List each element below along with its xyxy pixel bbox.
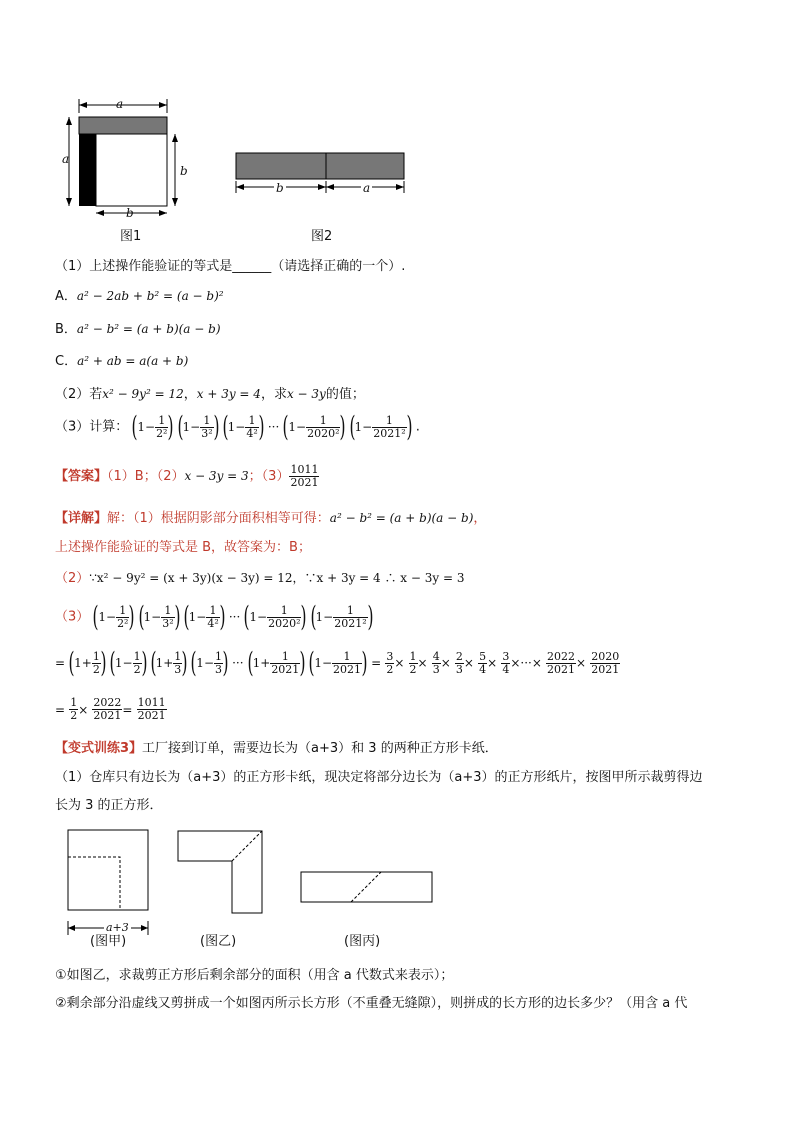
figure-yi-caption: (图乙) — [200, 934, 237, 949]
option-b: B．a² − b² = (a + b)(a − b) — [55, 322, 221, 337]
figure-yi — [170, 825, 270, 920]
question-3: （3）计算： (1− $\frac{1}{\text{2²}}$ ) (1− $\frac{1}{\text{3²}}$ ) (1− $\frac{1}{\text{4²}}$ ) ··· (1− $\frac{1}{\text{2020²}}$ ) (1− $\frac{1}{\text{2021²}}$ ) . — [55, 410, 420, 443]
option-c: C．a² + ab = a(a + b) — [55, 354, 189, 369]
figure-jia-caption: (图甲) — [90, 934, 127, 949]
question-2: （2）若x² − 9y² = 12，x + 3y = 4，求x − 3y的值； — [55, 387, 365, 402]
fig2-caption: 图2 — [311, 229, 333, 244]
figure-jia-dim: a+3 — [106, 921, 129, 934]
fig1-caption: 图1 — [120, 229, 142, 244]
figure-2 — [230, 145, 410, 200]
detail-line-6: = $\frac{1}{2}$ × $\frac{2022}{2021}$ = $\frac{1011}{2021}$ — [55, 696, 166, 722]
variant-sub-2: ②剩余部分沿虚线又剪拼成一个如图丙所示长方形（不重叠无缝隙），则拼成的长方形的边长多少？（用含 a 代 — [55, 996, 688, 1011]
detail-line-1: 【详解】解：（1）根据阴影部分面积相等可得：a² − b² = (a + b)(a − b)， — [55, 511, 487, 526]
detail-line-5: = (1+ $\frac{1}{2}$ ) (1− $\frac{1}{2}$ ) (1+ $\frac{1}{3}$ ) (1− $\frac{1}{3}$ ) ··· (1+ $\frac{1}{2021}$ ) (1− $\frac{1}{2021}$ ) = $\frac{3}{2}$ × $\frac{1}{2}$ × $\frac{4}{3}$ × $\frac{2}{3}$ × $\frac{5}{4}$ × $\frac{3}{4}$ ×···× $\frac{2022}{2021}$ × $\frac{2020}{2021}$ — [55, 646, 620, 679]
fig2-label-a: a — [363, 181, 371, 195]
variant-header: 【变式训练3】工厂接到订单，需要边长为（a+3）和 3 的两种正方形卡纸． — [55, 741, 498, 756]
figure-bing-caption: (图丙) — [344, 934, 381, 949]
fig2-label-b: b — [276, 181, 284, 195]
detail-line-4: （3） (1− $\frac{1}{\text{2²}}$ ) (1− $\frac{1}{\text{3²}}$ ) (1− $\frac{1}{\text{4²}}$ ) ··· (1− $\frac{1}{\text{2020²}}$ ) (1− $\frac{1}{\text{2021²}}$ ) — [55, 600, 374, 633]
detail-line-2: 上述操作能验证的等式是 B，故答案为：B； — [55, 540, 311, 555]
detail-line-3: （2）∵x² − 9y² = (x + 3y)(x − 3y) = 12，∵x + 3y = 4 ∴ x − 3y = 3 — [55, 571, 465, 586]
fig1-label-a-top: a — [116, 97, 124, 111]
answer: 【答案】（1）B；（2）x − 3y = 3；（3） $\frac{1011}{2021}$ — [55, 463, 319, 489]
variant-q1-line1: （1）仓库只有边长为（a+3）的正方形卡纸，现决定将部分边长为（a+3）的正方形纸片，按图甲所示裁剪得边 — [55, 770, 703, 785]
variant-sub-1: ①如图乙，求裁剪正方形后剩余部分的面积（用含 a 代数式来表示）； — [55, 968, 454, 983]
question-1: （1）上述操作能验证的等式是______（请选择正确的一个）. — [55, 259, 406, 274]
figure-bing — [295, 865, 440, 910]
figure-1 — [55, 95, 195, 225]
option-a: A．a² − 2ab + b² = (a − b)² — [55, 289, 224, 304]
fig1-label-a-left: a — [62, 152, 70, 166]
fig1-label-b-bottom: b — [126, 206, 134, 220]
fig1-label-b-right: b — [180, 164, 188, 178]
variant-q1-line2: 长为 3 的正方形． — [55, 798, 163, 813]
